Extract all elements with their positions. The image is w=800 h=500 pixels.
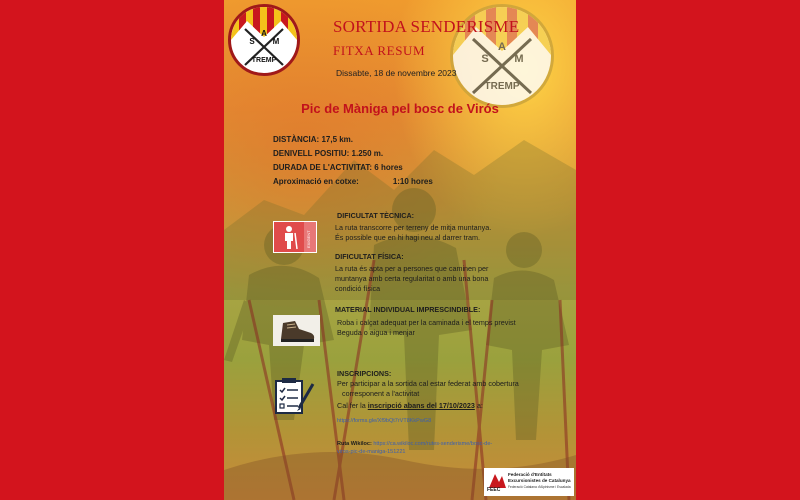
material-title: MATERIAL INDIVIDUAL IMPRESCINDIBLE: xyxy=(335,305,481,314)
stat-distance: DISTÀNCIA: 17,5 km. xyxy=(273,135,354,144)
inscriptions-title: INSCRIPCIONS: xyxy=(337,369,392,378)
route-title: Pic de Màniga pel bosc de Virós xyxy=(301,101,499,116)
hiking-boot-icon xyxy=(273,315,320,346)
stat-approach-label: Aproximació en cotxe: xyxy=(273,177,359,186)
logo-town: TREMP xyxy=(251,57,277,64)
feec-name-line3: Federació Catalana d'Alpinisme i Escalada xyxy=(508,485,571,489)
stat-approach-value: 1:10 hores xyxy=(392,177,433,186)
feec-name-line1: Federació d'Entitats xyxy=(508,472,552,477)
material-text: Roba i calçat adequat per la caminada i el temps previst Beguda o aigua i menjar xyxy=(337,318,516,337)
wikiloc-link[interactable]: https://ca.wikiloc.com/rutes-senderisme/bosc-de- xyxy=(373,441,493,447)
wikiloc-section xyxy=(337,440,492,456)
event-date: Dissabte, 18 de novembre 2023 xyxy=(336,68,457,78)
inscriptions-text: Per participar a la sortida cal estar federat amb cobertura corresponent a l'activitat Cal fer la inscripció abans del 17/10/2023 a: xyxy=(337,379,519,410)
stat-duration: DURADA DE L'ACTIVITAT: 6 hores xyxy=(273,163,403,172)
watermark-letter-s: S xyxy=(481,53,489,65)
technical-difficulty-text: La ruta transcorre per terreny de mitja muntanya. És possible que en hi hagi neu al darrer tram. xyxy=(335,223,492,242)
logo-letter-m: M xyxy=(272,37,280,46)
watermark-town: TREMP xyxy=(484,81,520,92)
wikiloc-label: Ruta Wikiloc: xyxy=(337,441,372,447)
stat-approach xyxy=(273,175,433,189)
feec-logo xyxy=(484,468,574,496)
physical-difficulty-title: DIFICULTAT FÍSICA: xyxy=(335,252,404,261)
club-logo xyxy=(228,4,300,76)
physical-difficulty-text: La ruta és apta per a persones que caminen per muntanya amb certa regularitat o amb una bona condició física xyxy=(335,264,489,293)
hiking-flyer xyxy=(224,0,576,500)
watermark-letter-a: A xyxy=(498,41,506,53)
inscription-deadline: Cal fer la inscripció abans del 17/10/2023 a: xyxy=(337,401,483,410)
watermark-letter-m: M xyxy=(514,53,524,65)
technical-difficulty-title: DIFICULTAT TÈCNICA: xyxy=(337,211,415,220)
flyer-title: SORTIDA SENDERISME xyxy=(333,17,520,36)
stat-elevation: DENIVELL POSITIU: 1.250 m. xyxy=(273,149,384,158)
inscription-form-link[interactable]: https://forms.gle/Xf9bQt7rVT8KkPwG8 xyxy=(337,418,432,424)
logo-letter-a: A xyxy=(261,29,267,38)
checklist-icon xyxy=(273,378,319,416)
flyer-subtitle: FITXA RESUM xyxy=(333,43,426,58)
feec-name-line2: Excursionistes de Catalunya xyxy=(508,478,571,483)
wikiloc-link-cont[interactable]: viros-pic-de-maniga-151221 xyxy=(337,449,406,455)
hiker-icon xyxy=(273,221,317,253)
logo-letter-s: S xyxy=(249,37,255,46)
feec-acronym: FEEC xyxy=(487,487,501,493)
deadline-date: inscripció abans del 17/10/2023 xyxy=(367,401,475,410)
difficulty-badge: EXIGENT xyxy=(306,230,311,248)
route-stats xyxy=(273,133,433,189)
